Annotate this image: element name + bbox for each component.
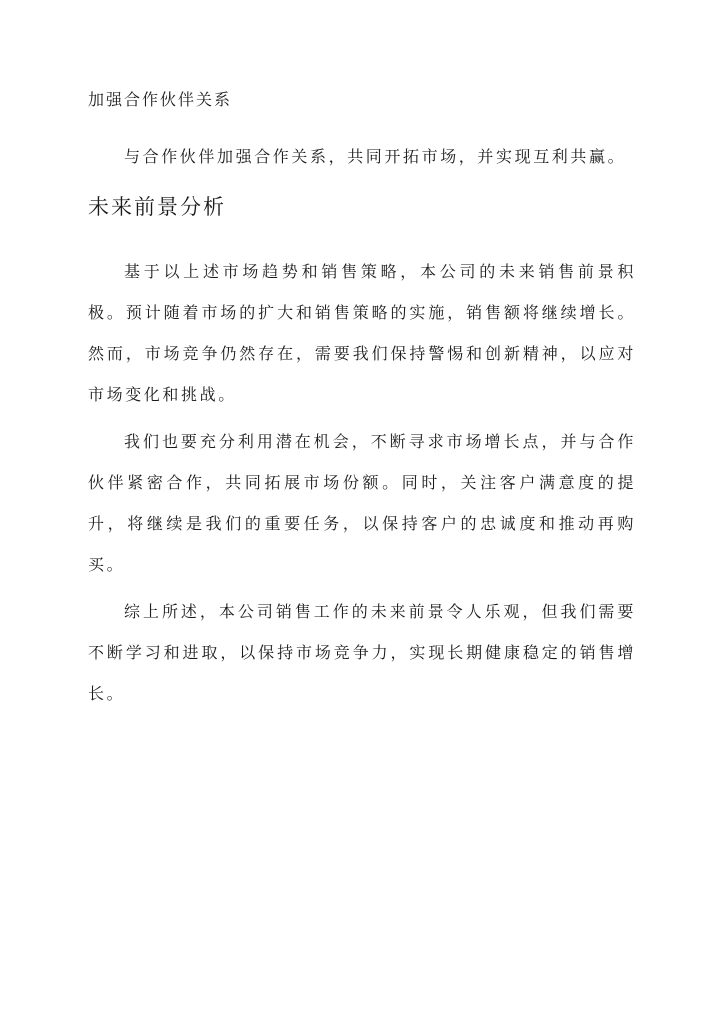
section-heading: 加强合作伙伴关系 [88, 90, 233, 109]
chapter-heading: 未来前景分析 [88, 195, 226, 219]
document-body [88, 84, 636, 720]
body-paragraph-1: 基于以上述市场趋势和销售策略，本公司的未来销售前景积极。预计随着市场的扩大和销售策略的实施，销售额将继续增长。然而，市场竞争仍然存在，需要我们保持警惕和创新精神，以应对市场变化和挑战。 [88, 262, 636, 404]
body-paragraph-2: 我们也要充分利用潜在机会，不断寻求市场增长点，并与合作伙伴紧密合作，共同拓展市场份额。同时，关注客户满意度的提升，将继续是我们的重要任务，以保持客户的忠诚度和推动再购买。 [88, 432, 636, 574]
body-paragraph-3: 综上所述，本公司销售工作的未来前景令人乐观，但我们需要不断学习和进取，以保持市场竞争力，实现长期健康稳定的销售增长。 [88, 602, 636, 703]
section-paragraph: 与合作伙伴加强合作关系，共同开拓市场，并实现互利共赢。 [124, 147, 627, 166]
